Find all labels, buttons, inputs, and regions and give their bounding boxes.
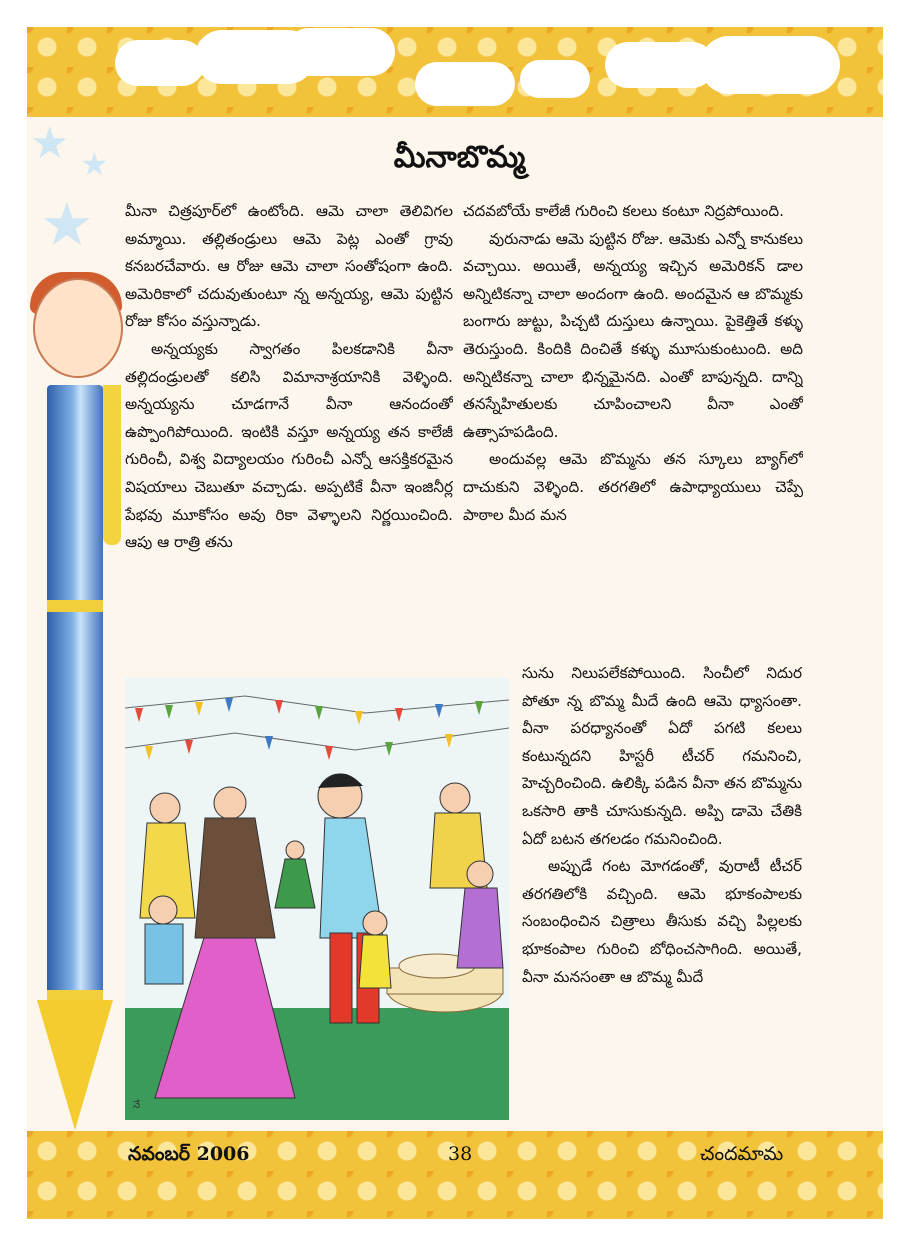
cloud-decoration [285,28,395,76]
footer-magazine-name: చందమామ [700,1143,784,1165]
birthday-party-illustration [125,678,509,1120]
cloud-decoration [700,36,840,94]
right-text-column-bottom [522,660,802,1122]
paragraph: అప్పుడే గంట మోగడంతో, వురాటీ టీచర్ తరగతిలోకి వచ్చింది. ఆమె భూకంపాలకు సంబంధించిన చిత్రాలు తీసుకు వచ్చి పిల్లలకు భూకంపాల గురించి బోధించసాగింది. అయితే, వీనా మనసంతా ఆ బొమ్మ మీదే [522,857,802,986]
cloud-decoration [605,42,715,88]
cloud-decoration [520,60,590,98]
cloud-decoration [115,40,205,86]
artist-mark: నే [133,1100,141,1111]
paragraph: అందువల్ల ఆమె బొమ్మను తన స్కూలు బ్యాగ్‌లో దాచుకుని వెళ్ళింది. తరగతిలో ఉపాధ్యాయులు చెప్పే పాఠాల మీద మన [463,450,803,524]
paragraph: చదవబోయే కాలేజీ గురించి కలలు కంటూ నిద్రపోయింది. [463,202,784,220]
paragraph: మీనా చిత్రపూర్‌లో ఉంటోంది. ఆమె చాలా తెలివిగల అమ్మాయి. తల్లితండ్రులు ఆమె పెట్ల ఎంతో గ్రావు కనబరచేవారు. ఆ రోజు ఆమె చాలా సంతోషంగా ఉంది. అమెరికాలో చదువుతుంటూ న్న అన్నయ్య, ఆమె పుట్టిన రోజు కోసం వస్తున్నాడు. [125,202,453,331]
pen-nib-decoration [37,1000,113,1130]
pen-decoration [47,385,103,1005]
paragraph: అన్నయ్యకు స్వాగతం పిలకడానికి వీనా తల్లిదండ్రులతో కలిసి విమానాశ్రయానికి వెళ్ళింది. అన్నయ్యను చూడగానే వీనా ఆనందంతో ఉప్పొంగిపోయింది. ఇంటికి వస్తూ అన్నయ్య తన కాలేజీ గురించీ, విశ్వ విద్యాలయం గురించీ ఎన్నో ఆసక్తికరమైన విషయాలు చెబుతూ వచ్చాడు. అప్పటికే వీనా ఇంజినీర్ల పేభవు మూకోసం అవు రికా వెళ్ళాలని నిర్ణయించింది. ఆపు ఆ రాత్రి తను [125,339,453,552]
pen-band-decoration [47,600,103,612]
party-scene-drawing [125,678,509,1120]
cloud-decoration [415,62,515,106]
star-decoration: ★ [30,118,70,169]
page-number: 38 [448,1143,473,1165]
left-text-column [125,198,453,658]
right-text-column-top [463,198,803,658]
star-decoration: ★ [40,190,94,260]
pen-clip-decoration [103,385,121,545]
star-decoration: ★ [80,145,109,183]
boy-face-decoration [33,278,123,378]
paragraph: వురునాడు ఆమె పుట్టిన రోజు. ఆమెకు ఎన్నో కానుకలు వచ్చాయి. అయితే, అన్నయ్య ఇచ్చిన అమెరికన్ డాల అన్నిటికన్నా చాలా అందంగా ఉంది. అందమైన ఆ బొమ్మకు బంగారు జుట్టు, పిచ్చటి దుస్తులు ఉన్నాయి. పైకెత్తితే కళ్ళు తెరుస్తుంది. కిందికి దించితే కళ్ళు మూసుకుంటుంది. అది అన్నిటికన్నా చాలా భిన్నమైనది. ఎంతో బాపున్నది. దాన్ని తనస్నేహితులకు చూపించాలని వీనా ఎంతో ఉత్సాహపడింది. [463,229,803,441]
page-title: మీనాబొమ్మ [393,140,526,175]
footer-issue-date: నవంబర్ 2006 [128,1143,250,1165]
paragraph: సును నిలుపలేకపోయింది. సించీలో నిదుర పోతూ న్న బొమ్మ మీదే ఉంది ఆమె ధ్యాసంతా. వీనా పరధ్యానంతో ఏదో పగటి కలలు కంటున్నదని హిస్టరీ టీచర్ గమనించి, హెచ్చరించింది. ఉలిక్కి పడిన వీనా తన బొమ్మను ఒకసారి తాకి చూసుకున్నది. అప్పి డామె చేతికి ఏదో బటన తగలడం గమనించింది. [522,664,802,848]
